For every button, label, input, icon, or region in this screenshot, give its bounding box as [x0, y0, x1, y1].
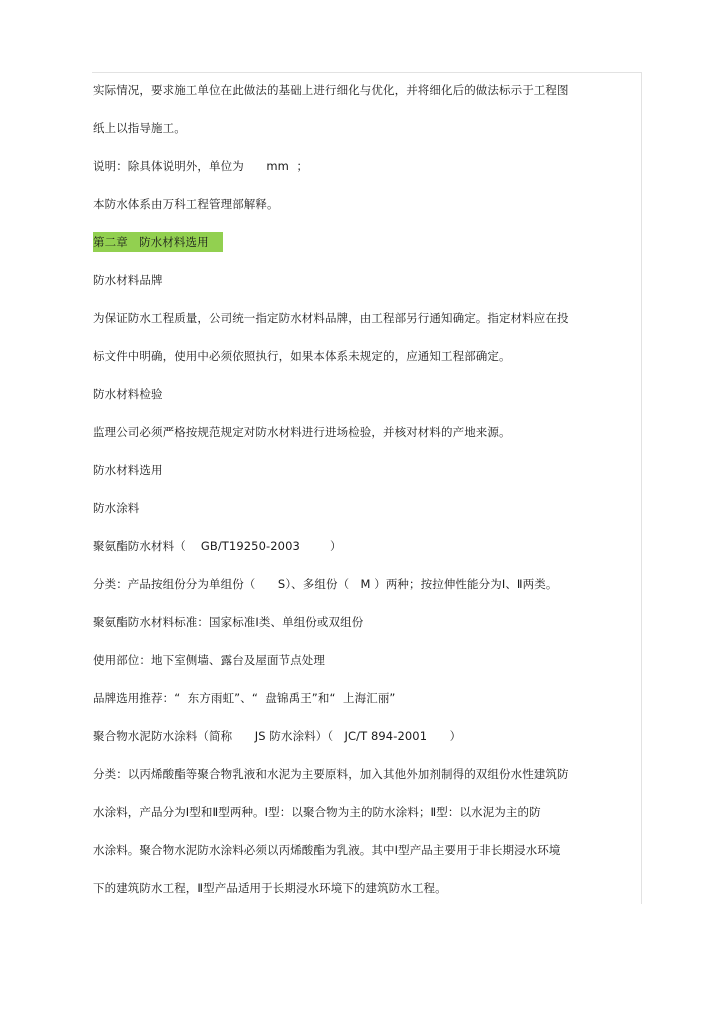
body-text-line: 水涂料，产品分为Ⅰ型和Ⅱ型两种。Ⅰ型：以聚合物为主的防水涂料；Ⅱ型：以水泥为主的防	[93, 805, 541, 819]
section-heading: 防水材料选用	[93, 463, 163, 477]
body-text-line: 使用部位：地下室侧墙、露台及屋面节点处理	[93, 653, 325, 667]
brand-recommendation: 品牌选用推荐：“ 东方雨虹”、“ 盘锦禹王”和“ 上海汇丽”	[93, 691, 396, 705]
section-heading: 防水材料检验	[93, 387, 163, 401]
material-heading: 聚合物水泥防水涂料（简称 JS 防水涂料）（ JC/T 894-2001 ）	[93, 729, 462, 743]
body-text-line: 下的建筑防水工程，Ⅱ型产品适用于长期浸水环境下的建筑防水工程。	[93, 881, 447, 895]
body-text-line: 水涂料。聚合物水泥防水涂料必须以丙烯酸酯为乳液。其中Ⅰ型产品主要用于非长期浸水环境	[93, 843, 561, 857]
body-text-line: 聚氨酯防水材料标准：国家标准Ⅰ类、单组份或双组份	[93, 615, 364, 629]
body-text-line: 分类：以丙烯酸酯等聚合物乳液和水泥为主要原料，加入其他外加剂制得的双组份水性建筑防	[93, 767, 569, 781]
body-text-line: 本防水体系由万科工程管理部解释。	[93, 197, 279, 211]
body-text-line: 标文件中明确，使用中必须依照执行，如果本体系未规定的，应通知工程部确定。	[93, 349, 511, 363]
body-text-line: 监理公司必须严格按规范规定对防水材料进行进场检验，并核对材料的产地来源。	[93, 425, 511, 439]
body-text-line: 实际情况，要求施工单位在此做法的基础上进行细化与优化，并将细化后的做法标示于工程图	[93, 83, 569, 97]
chapter-heading: 第二章 防水材料选用	[93, 232, 223, 252]
material-heading: 聚氨酯防水材料（ GB/T19250-2003 ）	[93, 539, 342, 553]
section-heading: 防水材料品牌	[93, 273, 163, 287]
subsection-heading: 防水涂料	[93, 501, 140, 515]
body-text-line: 为保证防水工程质量，公司统一指定防水材料品牌，由工程部另行通知确定。指定材料应在投	[93, 311, 569, 325]
body-text-line: 分类：产品按组份分为单组份（ S）、多组份（ M ）两种；按拉伸性能分为Ⅰ、Ⅱ两类。	[93, 577, 558, 591]
unit-note: 说明：除具体说明外，单位为 mm ；	[93, 159, 309, 173]
body-text-line: 纸上以指导施工。	[93, 121, 186, 135]
